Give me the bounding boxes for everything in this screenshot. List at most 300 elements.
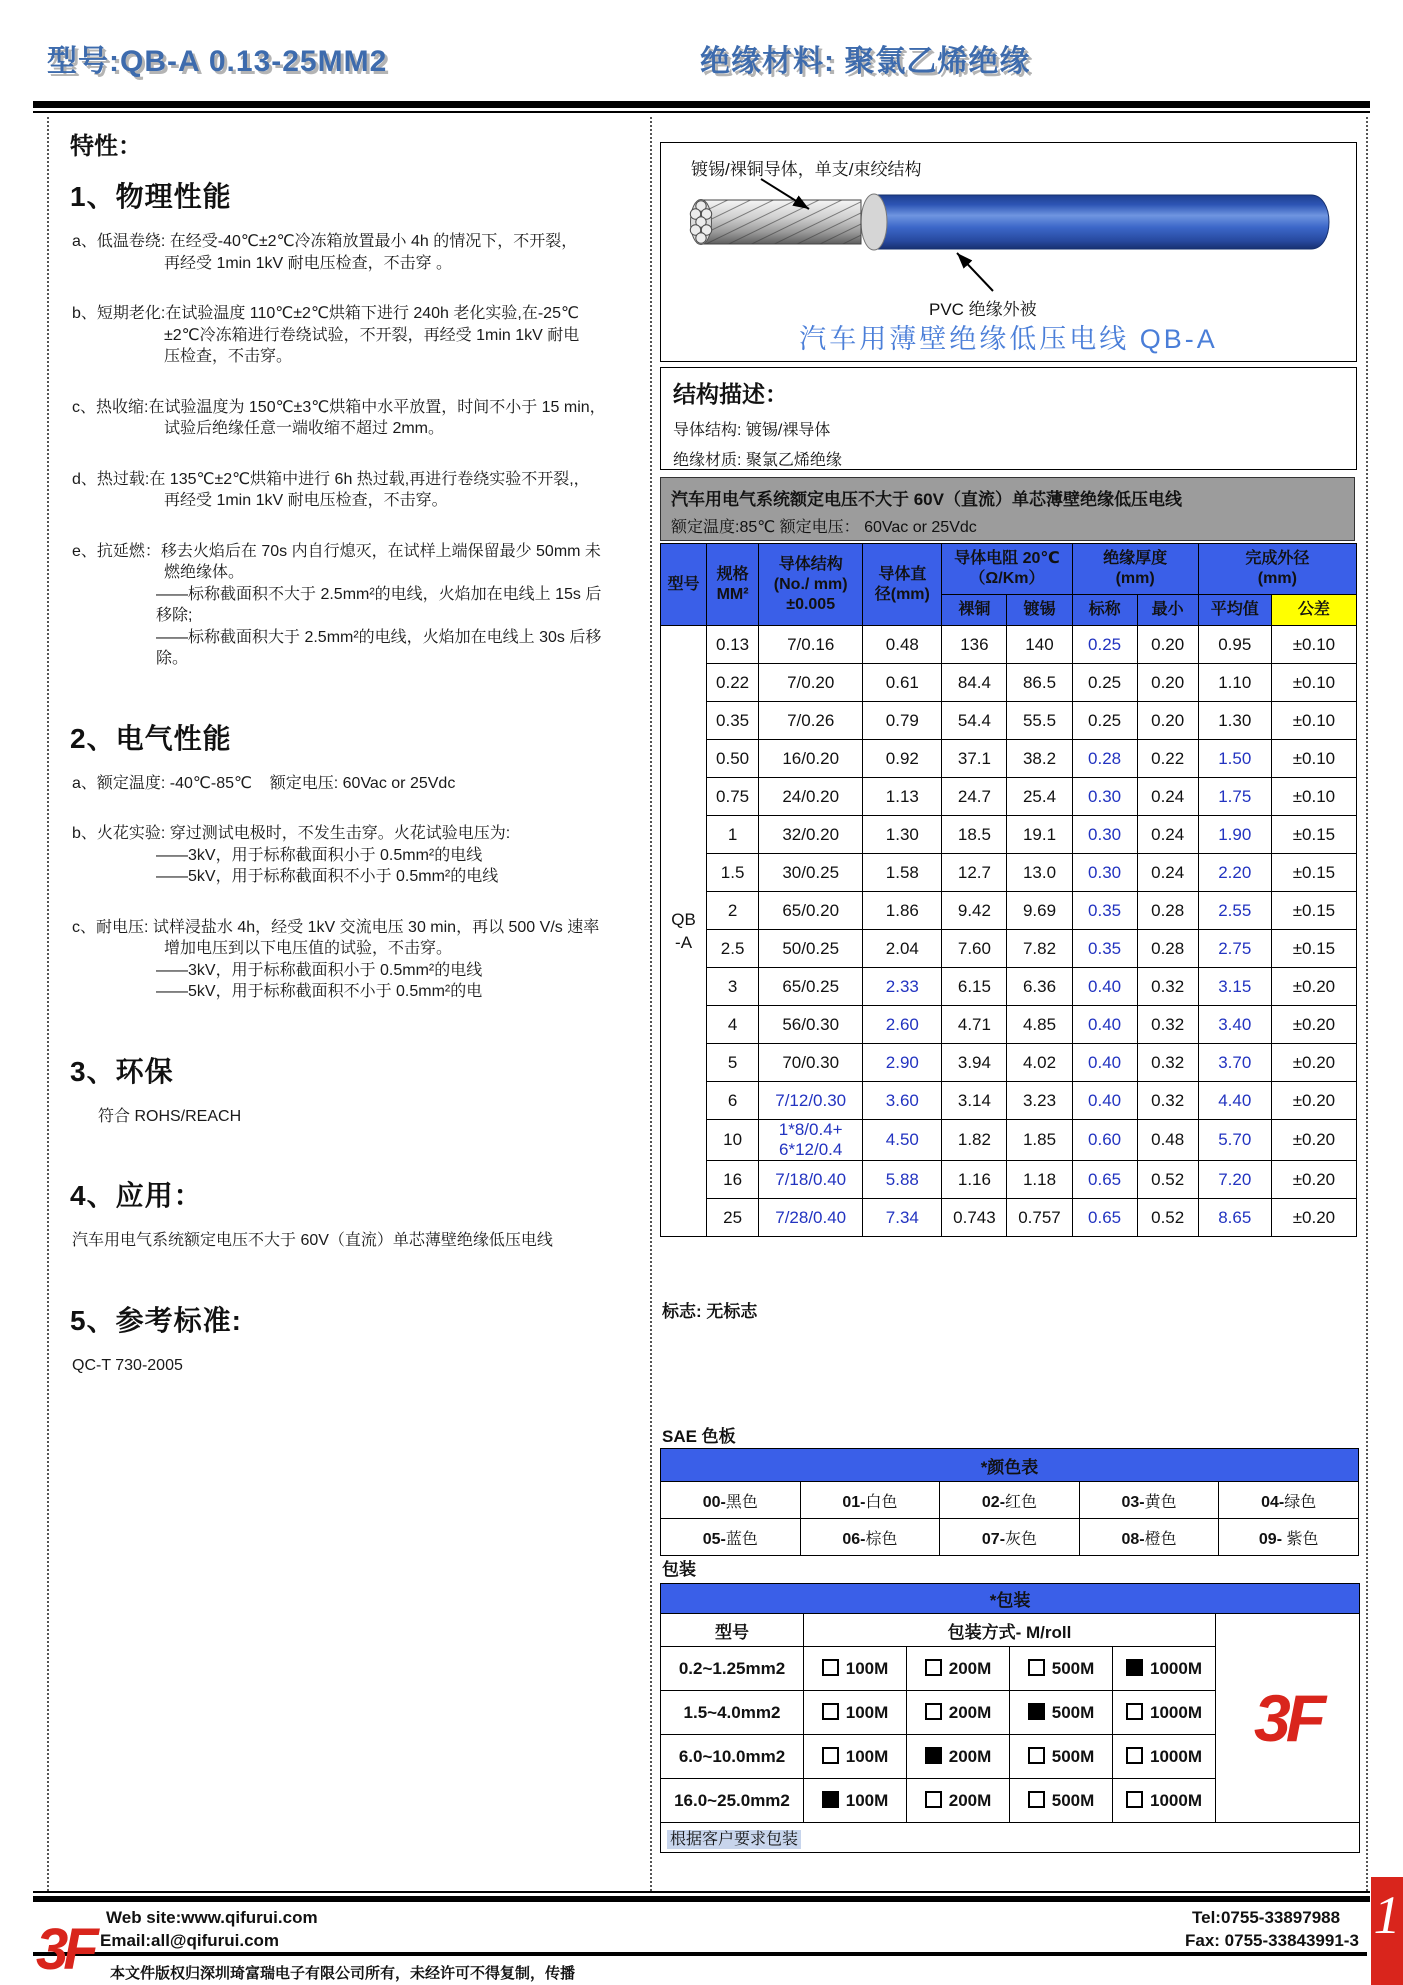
text-line: 再经受 1min 1kV 耐电压检查，不击穿。 [164,492,448,509]
cell-nominal: 0.60 [1072,1120,1137,1161]
cell-min: 0.24 [1137,854,1198,892]
cell-structure: 7/28/0.40 [759,1199,863,1237]
cell-avg: 0.95 [1198,626,1271,664]
table-row [661,1161,1357,1199]
cell-spec: 2.5 [707,930,759,968]
cell-diameter: 1.58 [863,854,942,892]
table-row [661,968,1357,1006]
cell-avg: 7.20 [1198,1161,1271,1199]
packaging-note [661,1823,1360,1853]
cell-nominal: 0.25 [1072,664,1137,702]
cell-diameter: 0.92 [863,740,942,778]
col-header-nominal: 标称 [1072,595,1137,626]
cell-spec: 10 [707,1120,759,1161]
packaging-option-label: 200M [948,1702,992,1722]
cell-spec: 4 [707,1006,759,1044]
cell-spec: 0.35 [707,702,759,740]
cell-avg: 2.20 [1198,854,1271,892]
footer-website: Web site:www.qifurui.com [106,1908,318,1927]
spacer [58,368,646,397]
packaging-col-method: 包装方式- M/roll [804,1614,1216,1647]
checkbox-icon [822,1659,839,1676]
checkbox-icon [1126,1791,1143,1808]
cell-tinned: 7.82 [1007,930,1072,968]
checkbox-checked-icon [1028,1703,1045,1720]
cell-diameter: 1.30 [863,816,942,854]
cell-tol: ±0.20 [1271,1082,1356,1120]
checkbox-icon [1126,1703,1143,1720]
cell-nominal: 0.25 [1072,702,1137,740]
cell-bare: 6.15 [942,968,1007,1006]
packaging-option [804,1779,907,1823]
cell-diameter: 1.86 [863,892,942,930]
cell-tol: ±0.20 [1271,1161,1356,1199]
wire-conductor [690,200,861,245]
packaging-option [1010,1779,1113,1823]
cell-spec: 25 [707,1199,759,1237]
cell-tinned: 140 [1007,626,1072,664]
cell-structure: 24/0.20 [759,778,863,816]
text-line: ——标称截面积不大于 2.5mm²的电线，火焰加在电线上 15s 后 [156,585,602,603]
cell-avg: 3.15 [1198,968,1271,1006]
color-table-title: *颜色表 [661,1449,1359,1482]
col-header-bare-copper: 裸铜 [942,595,1007,626]
packaging-option [907,1779,1010,1823]
cell-structure: 30/0.25 [759,854,863,892]
checkbox-icon [822,1703,839,1720]
cell-structure: 65/0.20 [759,892,863,930]
cell-min: 0.32 [1137,1082,1198,1120]
section-heading: 5、参考标准: [70,1304,242,1336]
cell-tol: ±0.20 [1271,968,1356,1006]
cell-structure: 1*8/0.4+ 6*12/0.4 [759,1120,863,1161]
cell-tinned: 38.2 [1007,740,1072,778]
text-line: ——5kV，用于标称截面积不小于 0.5mm²的电线 [156,868,499,885]
cell-nominal: 0.30 [1072,778,1137,816]
page-title-model: 型号:QB-A 0.13-25MM2 [47,45,388,78]
cell-bare: 7.60 [942,930,1007,968]
cell-tinned: 9.69 [1007,892,1072,930]
table-row [661,1120,1357,1161]
packaging-option [907,1647,1010,1691]
cell-diameter: 0.48 [863,626,942,664]
footer-email: Email:all@qifurui.com [100,1931,280,1950]
color-cell: 09- 紫色 [1219,1519,1359,1556]
cell-avg: 3.70 [1198,1044,1271,1082]
spacer [58,274,646,303]
packaging-option-label: 500M [1051,1702,1095,1722]
structure-description-box [660,367,1357,470]
packaging-option [804,1647,907,1691]
packaging-note-row [661,1823,1360,1853]
company-logo-footer: 3F [36,1917,94,1982]
col-header-thickness: 绝缘厚度 (mm) [1072,544,1198,595]
insulation-label: PVC 绝缘外被 [929,300,1037,319]
text-line: d、热过载:在 135℃±2℃烘箱中进行 6h 热过载,再进行卷绕实验不开裂,， [72,470,590,488]
cell-tol: ±0.20 [1271,1044,1356,1082]
cell-diameter: 2.33 [863,968,942,1006]
text-line: b、短期老化:在试验温度 110℃±2℃烘箱下进行 240h 老化实验,在-25℃ [72,305,579,322]
col-header-min: 最小 [1137,595,1198,626]
checkbox-checked-icon [1126,1659,1143,1676]
cell-avg: 1.30 [1198,702,1271,740]
checkbox-icon [822,1747,839,1764]
text-line: 移除; [156,607,193,624]
cell-bare: 12.7 [942,854,1007,892]
cell-nominal: 0.65 [1072,1161,1137,1199]
cell-tinned: 4.02 [1007,1044,1072,1082]
packaging-option [1113,1647,1216,1691]
col-header-structure: 导体结构 (No./ mm) ±0.005 [759,544,863,626]
cell-tinned: 4.85 [1007,1006,1072,1044]
text-line: 除。 [156,650,189,667]
cell-structure: 70/0.30 [759,1044,863,1082]
cell-avg: 5.70 [1198,1120,1271,1161]
color-cell: 03-黄色 [1079,1482,1219,1519]
header-rule-thick [33,101,1370,108]
packaging-model: 0.2~1.25mm2 [661,1647,804,1691]
cell-tinned: 6.36 [1007,968,1072,1006]
packaging-table-title: *包装 [661,1584,1360,1614]
features-column [58,122,646,1376]
cell-diameter: 4.50 [863,1120,942,1161]
packaging-option-label: 200M [948,1658,992,1678]
packaging-option-label: 1000M [1150,1658,1202,1678]
cell-tinned: 86.5 [1007,664,1072,702]
cell-spec: 1 [707,816,759,854]
table-row [661,1199,1357,1237]
cell-nominal: 0.30 [1072,816,1137,854]
header-rule-thin [33,111,1370,113]
model-cell [661,626,707,1237]
banner-line2: 额定温度:85℃ 额定电压： 60Vac or 25Vdc [671,519,977,536]
cell-tol: ±0.10 [1271,778,1356,816]
cell-structure: 32/0.20 [759,816,863,854]
spec-banner [660,477,1355,541]
cell-bare: 1.16 [942,1161,1007,1199]
packaging-option [1010,1691,1113,1735]
cell-nominal: 0.28 [1072,740,1137,778]
col-header-tinned: 镀锡 [1007,595,1072,626]
col-header-average: 平均值 [1198,595,1271,626]
col-header-model: 型号 [661,544,707,626]
packaging-option-label: 100M [845,1702,889,1722]
cell-min: 0.28 [1137,930,1198,968]
cell-structure: 56/0.30 [759,1006,863,1044]
color-cell: 08-橙色 [1079,1519,1219,1556]
cell-tol: ±0.15 [1271,854,1356,892]
checkbox-icon [1028,1791,1045,1808]
checkbox-icon [1028,1747,1045,1764]
text-line: 增加电压到以下电压值的试验，不击穿。 [164,940,453,957]
cell-structure: 7/0.26 [759,702,863,740]
packaging-option-label: 200M [948,1790,992,1810]
cell-avg: 1.10 [1198,664,1271,702]
cell-min: 0.48 [1137,1120,1198,1161]
cell-tinned: 1.18 [1007,1161,1072,1199]
cell-diameter: 3.60 [863,1082,942,1120]
cell-tinned: 0.757 [1007,1199,1072,1237]
cell-bare: 9.42 [942,892,1007,930]
cell-bare: 3.14 [942,1082,1007,1120]
cell-structure: 7/0.20 [759,664,863,702]
text-line: 试验后绝缘任意一端收缩不超过 2mm。 [164,420,445,437]
model-label-line: QB [671,910,696,929]
sae-color-label: SAE 色板 [662,1427,736,1446]
company-logo-cell [1216,1614,1360,1823]
cell-tol: ±0.10 [1271,740,1356,778]
cell-diameter: 0.61 [863,664,942,702]
packaging-option-label: 100M [845,1746,889,1766]
cell-spec: 1.5 [707,854,759,892]
cell-spec: 0.50 [707,740,759,778]
cell-tol: ±0.15 [1271,892,1356,930]
packaging-model: 1.5~4.0mm2 [661,1691,804,1735]
copyright-text: 本文件版权归深圳琦富瑞电子有限公司所有，未经许可不得复制，传播 [110,1965,576,1982]
col-header-od: 完成外径 (mm) [1198,544,1356,595]
cell-bare: 4.71 [942,1006,1007,1044]
cell-bare: 3.94 [942,1044,1007,1082]
packaging-option [1113,1779,1216,1823]
cell-min: 0.24 [1137,816,1198,854]
spacer [58,670,646,717]
cell-min: 0.20 [1137,664,1198,702]
col-header-spec: 规格 MM² [707,544,759,626]
cell-tol: ±0.10 [1271,626,1356,664]
text-line: a、低温卷绕: 在经受-40℃±2℃冷冻箱放置最小 4h 的情况下，不开裂， [72,233,578,250]
text-line: a、额定温度: -40℃-85℃ 额定电压: 60Vac or 25Vdc [72,774,456,792]
cell-structure: 7/18/0.40 [759,1161,863,1199]
cell-avg: 1.90 [1198,816,1271,854]
footer-fax: Fax: 0755-33843991-3 [1185,1931,1359,1950]
cell-structure: 7/0.16 [759,626,863,664]
checkbox-icon [925,1791,942,1808]
cell-min: 0.22 [1137,740,1198,778]
cell-tinned: 55.5 [1007,702,1072,740]
cell-structure: 50/0.25 [759,930,863,968]
col-header-resistance: 导体电阻 20℃ （Ω/Km） [942,544,1072,595]
spacer [58,1252,646,1299]
cell-min: 0.32 [1137,968,1198,1006]
cell-diameter: 1.13 [863,778,942,816]
cell-min: 0.24 [1137,778,1198,816]
page-number-box [1371,1877,1403,1985]
footer-rule-thin [33,1891,1370,1893]
cell-avg: 1.50 [1198,740,1271,778]
spacer [58,512,646,541]
cell-min: 0.20 [1137,626,1198,664]
cell-bare: 18.5 [942,816,1007,854]
cell-diameter: 5.88 [863,1161,942,1199]
spacer [58,1127,646,1174]
cell-nominal: 0.40 [1072,1082,1137,1120]
table-row [661,740,1357,778]
packaging-option-label: 500M [1051,1658,1095,1678]
cell-tol: ±0.20 [1271,1199,1356,1237]
cell-nominal: 0.40 [1072,968,1137,1006]
cell-nominal: 0.40 [1072,1044,1137,1082]
table-row [661,1006,1357,1044]
cell-diameter: 2.60 [863,1006,942,1044]
packaging-option [1010,1647,1113,1691]
page-border-left [47,117,49,1891]
cell-spec: 16 [707,1161,759,1199]
structure-heading: 结构描述： [673,381,788,407]
spacer [58,1003,646,1050]
packaging-option-label: 1000M [1150,1790,1202,1810]
page-border-right [1366,117,1368,1891]
cell-spec: 0.13 [707,626,759,664]
color-cell: 05-蓝色 [661,1519,801,1556]
text-line: ——3kV，用于标称截面积小于 0.5mm²的电线 [156,846,483,864]
checkbox-icon [925,1659,942,1676]
cell-avg: 8.65 [1198,1199,1271,1237]
cell-tinned: 1.85 [1007,1120,1072,1161]
cell-tol: ±0.10 [1271,702,1356,740]
table-row [661,664,1357,702]
cell-tinned: 19.1 [1007,816,1072,854]
wire-spec-table [660,543,1357,1237]
cell-spec: 3 [707,968,759,1006]
cell-min: 0.32 [1137,1006,1198,1044]
packaging-model: 6.0~10.0mm2 [661,1735,804,1779]
page-title-insulation: 绝缘材料: 聚氯乙烯绝缘 [700,45,1031,78]
text-line: c、耐电压: 试样浸盐水 4h，经受 1kV 交流电压 30 min，再以 500 V/s 速率 [72,918,600,936]
checkbox-icon [1028,1659,1045,1676]
color-cell: 04-绿色 [1219,1482,1359,1519]
cell-bare: 136 [942,626,1007,664]
features-title: 特性： [70,133,142,160]
cell-spec: 2 [707,892,759,930]
mark-note: 标志: 无标志 [662,1302,758,1321]
packaging-model: 16.0~25.0mm2 [661,1779,804,1823]
cell-avg: 1.75 [1198,778,1271,816]
cell-tol: ±0.15 [1271,816,1356,854]
packaging-option [907,1691,1010,1735]
color-cell: 06-棕色 [800,1519,940,1556]
col-header-tolerance: 公差 [1271,595,1356,626]
product-title: 汽车用薄壁绝缘低压电线 QB-A [799,324,1218,354]
model-label-line: -A [675,933,693,952]
packaging-option [1010,1735,1113,1779]
table-row [661,702,1357,740]
cell-nominal: 0.35 [1072,892,1137,930]
table-row [661,1082,1357,1120]
packaging-option [907,1735,1010,1779]
checkbox-icon [1126,1747,1143,1764]
cell-spec: 5 [707,1044,759,1082]
checkbox-checked-icon [822,1791,839,1808]
page-number: 1 [1373,1885,1401,1945]
cell-tol: ±0.20 [1271,1006,1356,1044]
cell-bare: 84.4 [942,664,1007,702]
cell-tol: ±0.20 [1271,1120,1356,1161]
cell-bare: 24.7 [942,778,1007,816]
column-divider [650,117,652,1891]
table-row [661,778,1357,816]
text-line: 符合 ROHS/REACH [98,1107,242,1125]
cell-tinned: 25.4 [1007,778,1072,816]
packaging-option-label: 1000M [1150,1746,1202,1766]
cell-bare: 54.4 [942,702,1007,740]
wire-diagram-box [660,142,1357,362]
cell-min: 0.52 [1137,1161,1198,1199]
cell-tinned: 3.23 [1007,1082,1072,1120]
cell-bare: 1.82 [942,1120,1007,1161]
table-row [661,816,1357,854]
cell-nominal: 0.30 [1072,854,1137,892]
cell-nominal: 0.25 [1072,626,1137,664]
color-cell: 02-红色 [940,1482,1080,1519]
text-line: 汽车用电气系统额定电压不大于 60V（直流）单芯薄壁绝缘低压电线 [72,1232,553,1249]
cell-diameter: 2.90 [863,1044,942,1082]
text-line: 压检查，不击穿。 [164,348,293,365]
table-row [661,626,1357,664]
table-row [661,1044,1357,1082]
cell-nominal: 0.40 [1072,1006,1137,1044]
color-row [661,1519,1359,1556]
insulation-arrow [957,253,993,291]
insulation-ring [861,194,887,250]
checkbox-checked-icon [925,1747,942,1764]
cell-min: 0.28 [1137,892,1198,930]
section-heading: 3、环保 [70,1055,174,1087]
conductor-label: 镀锡/裸铜导体，单支/束绞结构 [691,160,922,179]
section-heading: 4、应用： [70,1180,203,1211]
company-logo: 3F [1254,1681,1322,1755]
text-line: ——5kV，用于标称截面积不小于 0.5mm²的电 [156,983,483,1000]
color-table [660,1448,1359,1556]
packaging-option-label: 500M [1051,1790,1095,1810]
text-line: b、火花实验: 穿过测试电极时，不发生击穿。火花试验电压为: [72,825,511,842]
text-line: e、抗延燃：移去火焰后在 70s 内自行熄灭，在试样上端保留最少 50mm 未 [72,542,601,560]
text-line: 燃绝缘体。 [164,564,245,581]
cell-diameter: 0.79 [863,702,942,740]
packaging-option-label: 200M [948,1746,992,1766]
section-heading: 1、物理性能 [70,181,232,212]
cell-min: 0.20 [1137,702,1198,740]
insulation-material-line: 绝缘材质: 聚氯乙烯绝缘 [673,452,842,469]
packaging-option [804,1691,907,1735]
cell-tol: ±0.15 [1271,930,1356,968]
table-row [661,892,1357,930]
footer-divider-line [33,1952,1367,1956]
cell-structure: 7/12/0.30 [759,1082,863,1120]
footer-tel: Tel:0755-33897988 [1192,1908,1341,1927]
wire-insulation [874,195,1329,249]
packaging-option-label: 100M [845,1658,889,1678]
cell-structure: 16/0.20 [759,740,863,778]
cell-spec: 0.22 [707,664,759,702]
banner-line1: 汽车用电气系统额定电压不大于 60V（直流）单芯薄壁绝缘低压电线 [671,490,1182,509]
table-row [661,854,1357,892]
cell-min: 0.52 [1137,1199,1198,1237]
footer-rule-thick [33,1896,1370,1902]
spacer [58,440,646,469]
color-cell: 07-灰色 [940,1519,1080,1556]
packaging-option [1113,1735,1216,1779]
cell-spec: 0.75 [707,778,759,816]
cell-avg: 2.75 [1198,930,1271,968]
cell-avg: 2.55 [1198,892,1271,930]
table-row [661,930,1357,968]
col-header-diameter: 导体直 径(mm) [863,544,942,626]
text-line: QC-T 730-2005 [72,1356,183,1374]
packaging-option-label: 500M [1051,1746,1095,1766]
section-heading: 2、电气性能 [70,722,232,754]
packaging-label: 包装 [662,1560,696,1579]
cell-min: 0.32 [1137,1044,1198,1082]
